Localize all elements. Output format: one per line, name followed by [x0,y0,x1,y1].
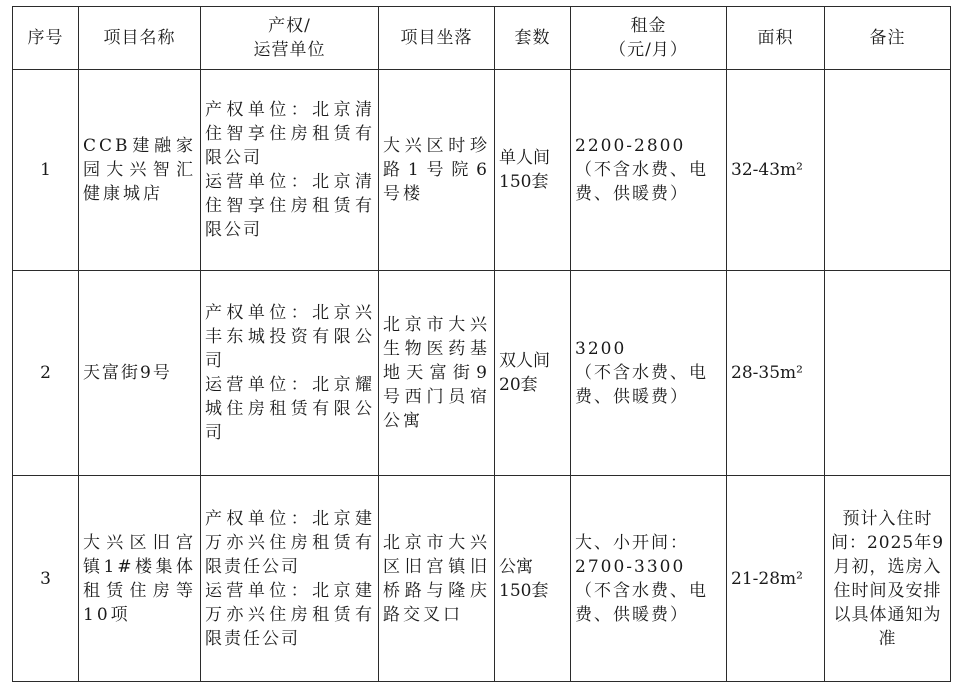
header-remark: 备注 [825,7,951,70]
cell-remark [825,271,951,476]
rent-prefix: 大、小开间： [575,532,689,553]
cell-index: 1 [13,70,79,271]
table-header-row [13,7,951,70]
housing-table-container [12,6,950,682]
cell-remark [825,70,951,271]
header-rent-line1: 租金 [630,16,667,36]
owner-property-text: 产权单位：北京清住智享住房租赁有限公司 [205,100,374,168]
cell-area: 21-28m² [727,476,825,682]
cell-area: 28-35m² [727,271,825,476]
owner-operator-text: 运营单位：北京建万亦兴住房租赁有限责任公司 [205,580,374,649]
header-index: 序号 [13,7,79,70]
header-units: 套数 [495,7,571,70]
header-rent-line2: （元/月） [609,40,688,60]
cell-location: 大兴区时珍路1号院6号楼 [379,70,495,271]
header-area: 面积 [727,7,825,70]
cell-remark: 预计入住时间：2025年9月初，选房入住时间及安排以具体通知为准 [825,476,951,682]
header-project-name: 项目名称 [79,7,201,70]
cell-rent [571,476,727,682]
rent-note: （不含水费、电费、供暖费） [575,160,708,204]
rent-note: （不含水费、电费、供暖费） [575,580,708,625]
units-type: 双人间 [499,351,550,371]
owner-property-text: 产权单位：北京兴丰东城投资有限公司 [205,303,374,371]
units-count: 20套 [499,375,538,395]
rent-note: （不含水费、电费、供暖费） [575,363,708,407]
cell-rent [571,70,727,271]
owner-operator-text: 运营单位：北京耀城住房租赁有限公司 [205,375,374,443]
table-row [13,70,951,271]
rental-housing-table [12,6,951,682]
cell-project-name: 天富街9号 [79,271,201,476]
cell-location: 北京市大兴生物医药基地天富街9号西门员宿公寓 [379,271,495,476]
cell-owner-operator [201,271,379,476]
cell-owner-operator [201,476,379,682]
cell-project-name: 大兴区旧宫镇1#楼集体租赁住房等10项 [79,476,201,682]
cell-units [495,476,571,682]
header-owner-line1: 产权/ [268,16,311,36]
header-owner-line2: 运营单位 [253,40,326,60]
units-count: 150套 [499,580,549,601]
rent-price: 3200 [575,339,627,359]
rent-price: 2200-2800 [575,136,686,156]
cell-index: 2 [13,271,79,476]
owner-operator-text: 运营单位：北京清住智享住房租赁有限公司 [205,172,374,240]
units-type: 公寓 [499,556,533,577]
header-rent [571,7,727,70]
cell-project-name: CCB建融家园大兴智汇健康城店 [79,70,201,271]
cell-location: 北京市大兴区旧宫镇旧桥路与隆庆路交叉口 [379,476,495,682]
cell-owner-operator [201,70,379,271]
header-owner-operator [201,7,379,70]
cell-units [495,271,571,476]
units-type: 单人间 [499,148,550,168]
owner-property-text: 产权单位：北京建万亦兴住房租赁有限责任公司 [205,508,374,577]
table-row [13,476,951,682]
units-count: 150套 [499,172,549,192]
cell-rent [571,271,727,476]
cell-units [495,70,571,271]
header-location: 项目坐落 [379,7,495,70]
rent-price: 2700-3300 [575,556,686,577]
cell-area: 32-43m² [727,70,825,271]
table-row [13,271,951,476]
cell-index: 3 [13,476,79,682]
